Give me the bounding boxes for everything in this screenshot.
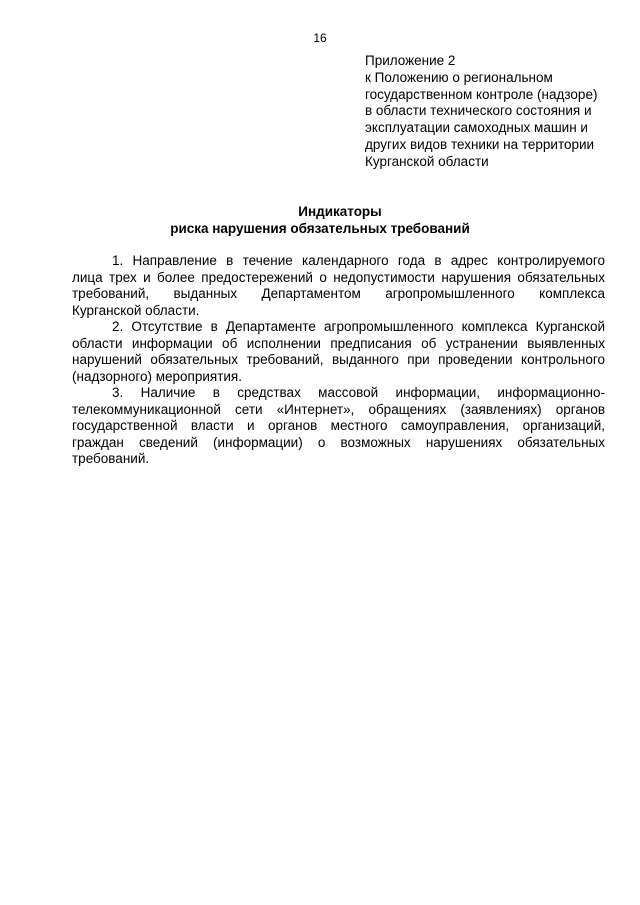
appendix-line: эксплуатации самоходных машин и bbox=[365, 120, 588, 136]
page-number: 16 bbox=[313, 31, 327, 45]
heading-subtitle: риска нарушения обязательных требований bbox=[170, 220, 470, 236]
paragraph-3 bbox=[72, 385, 605, 468]
appendix-line: к Положению о региональном bbox=[365, 69, 553, 85]
paragraph-line: (надзорного) мероприятия. bbox=[72, 368, 242, 384]
document-heading bbox=[0, 204, 640, 238]
paragraph-line: государственной власти и органов местного самоуправления, организаций, bbox=[72, 418, 605, 433]
appendix-line: Приложение 2 bbox=[365, 53, 456, 68]
paragraph-line: требований, выданных Департаментом агропромышленного комплекса bbox=[72, 286, 605, 301]
paragraph-line: лица трех и более предостережений о недопустимости нарушения обязательных bbox=[72, 269, 605, 285]
appendix-line: государственном контроле (надзоре) bbox=[365, 86, 598, 102]
paragraph-line: граждан сведений (информации) о возможных нарушениях обязательных bbox=[72, 434, 605, 450]
paragraph-line: телекоммуникационной сети «Интернет», обращениях (заявлениях) органов bbox=[72, 401, 605, 417]
paragraph-2 bbox=[72, 319, 605, 385]
paragraph-line: Курганской области. bbox=[72, 302, 200, 318]
heading-title: Индикаторы bbox=[298, 204, 382, 219]
paragraph-line: требований. bbox=[72, 451, 150, 466]
appendix-line: других видов техники на территории bbox=[365, 136, 595, 152]
appendix-header bbox=[365, 53, 615, 171]
paragraph-line: области информации об исполнении предписания об устранении выявленных bbox=[72, 335, 605, 351]
paragraph-line: 3. Наличие в средствах массовой информации, информационно- bbox=[112, 385, 605, 400]
appendix-line: в области технического состояния и bbox=[365, 103, 592, 119]
appendix-line: Курганской области bbox=[365, 153, 489, 169]
paragraph-1 bbox=[72, 253, 605, 319]
paragraph-line: нарушений обязательных требований, выданного при проведении контрольного bbox=[72, 352, 605, 367]
paragraph-line: 2. Отсутствие в Департаменте агропромышленного комплекса Курганской bbox=[112, 319, 605, 334]
paragraph-line: 1. Направление в течение календарного года в адрес контролируемого bbox=[112, 253, 605, 268]
document-body bbox=[72, 253, 605, 468]
